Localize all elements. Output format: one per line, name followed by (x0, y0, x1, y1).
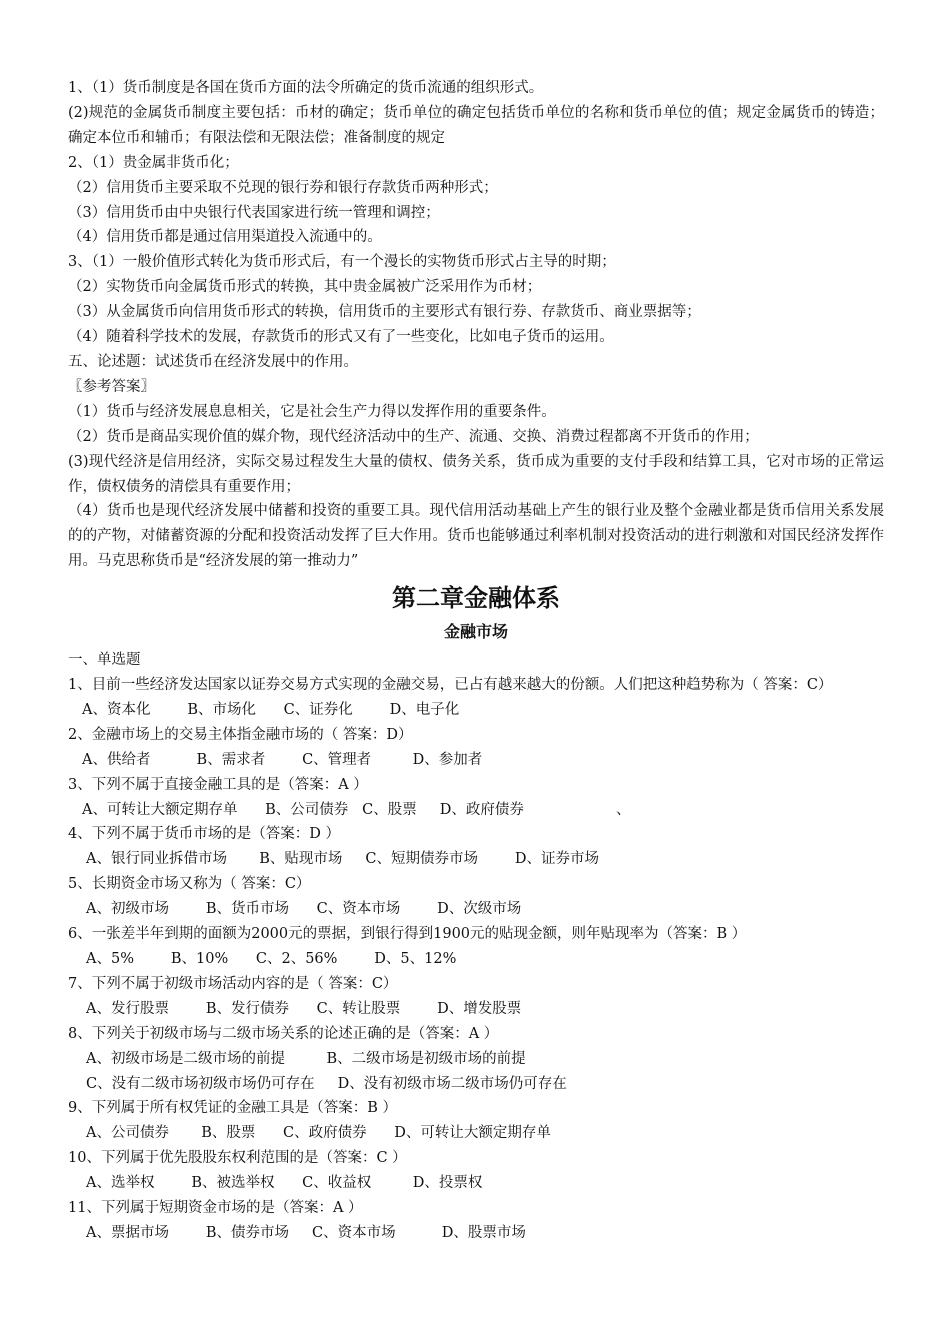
text-line: （4）随着科学技术的发展，存款货币的形式又有了一些变化，比如电子货币的运用。 (68, 329, 614, 346)
question-options: A、初级市场 B、货币市场 C、资本市场 D、次级市场 (86, 901, 522, 918)
question: 5、长期资金市场又称为（ 答案：C） (68, 876, 311, 893)
question-options: C、没有二级市场初级市场仍可存在 D、没有初级市场二级市场仍可存在 (86, 1075, 567, 1092)
question-options: A、票据市场 B、债券市场 C、资本市场 D、股票市场 (86, 1224, 526, 1241)
text-line: （3）从金属货币向信用货币形式的转换，信用货币的主要形式有银行券、存款货币、商业票据等； (68, 304, 701, 321)
question: 11、下列属于短期资金市场的是（答案：A ） (68, 1200, 363, 1217)
text-line: （2）实物货币向金属货币形式的转换，其中贵金属被广泛采用作为币材； (68, 279, 542, 296)
question: 6、一张差半年到期的面额为2000元的票据，到银行得到1900元的贴现金额，则年贴现率为（答案：B ） (68, 926, 747, 943)
question: 10、下列属于优先股股东权利范围的是（答案：C ） (68, 1150, 407, 1167)
question-options: A、资本化 B、市场化 C、证券化 D、电子化 (82, 701, 460, 718)
text-line: （2）信用货币主要采取不兑现的银行券和银行存款货币两种形式； (68, 179, 498, 196)
text-paragraph: (3)现代经济是信用经济，实际交易过程发生大量的债权、债务关系，货币成为重要的支付手段和结算工具，它对市场的正常运作，债权债务的清偿具有重要作用； (68, 453, 884, 495)
question-options: A、初级市场是二级市场的前提 B、二级市场是初级市场的前提 (86, 1050, 526, 1067)
section-title: 金融市场 (443, 622, 508, 642)
text-line: （4）信用货币都是通过信用渠道投入流通中的。 (68, 229, 382, 246)
question: 9、下列属于所有权凭证的金融工具是（答案：B ） (68, 1100, 397, 1117)
question: 8、下列关于初级市场与二级市场关系的论述正确的是（答案：A ） (68, 1025, 499, 1042)
question-options: A、供给者 B、需求者 C、管理者 D、参加者 (82, 751, 483, 768)
question-options: A、选举权 B、被选举权 C、收益权 D、投票权 (86, 1175, 483, 1192)
question: 1、目前一些经济发达国家以证券交易方式实现的金融交易，已占有越来越大的份额。人们把这种趋势称为（ 答案：C） (68, 677, 833, 694)
text-line: （1）货币与经济发展息息相关，它是社会生产力得以发挥作用的重要条件。 (68, 403, 556, 420)
question: 2、金融市场上的交易主体指金融市场的（ 答案：D） (68, 726, 413, 743)
question: 3、下列不属于直接金融工具的是（答案：A ） (68, 776, 368, 793)
question: 4、下列不属于货币市场的是（答案：D ） (68, 826, 340, 843)
text-paragraph: （4）货币也是现代经济发展中储蓄和投资的重要工具。现代信用活动基础上产生的银行业及整个金融业都是货币信用关系发展的的产物，对储蓄资源的分配和投资活动发挥了巨大作用。货币也能够通过利率机制对投资活动的进行刺激和对国民经济发挥作用。马克思称货币是“经济发展的第一推动力” (68, 503, 884, 570)
text-paragraph: (2)规范的金属货币制度主要包括：币材的确定；货币单位的确定包括货币单位的名称和货币单位的值；规定金属货币的铸造；确定本位币和辅币；有限法偿和无限法偿；准备制度的规定 (68, 104, 884, 146)
question-options: A、发行股票 B、发行债券 C、转让股票 D、增发股票 (86, 1000, 522, 1017)
chapter-title: 第二章金融体系 (392, 584, 560, 613)
question-options: A、5% B、10% C、2、56% D、5、12% (86, 951, 457, 967)
text-line: （2）货币是商品实现价值的媒介物，现代经济活动中的生产、流通、交换、消费过程都离不开货币的作用； (68, 428, 759, 445)
question-options: A、公司债券 B、股票 C、政府债券 D、可转让大额定期存单 (86, 1125, 551, 1142)
text-line: （3）信用货币由中央银行代表国家进行统一管理和调控； (68, 204, 440, 221)
text-line: 3、（1）一般价值形式转化为货币形式后，有一个漫长的实物货币形式占主导的时期； (68, 254, 616, 271)
question-type-heading: 一、单选题 (68, 652, 141, 669)
question-options: A、可转让大额定期存单 B、公司债券 C、股票 D、政府债券 、 (82, 801, 631, 818)
text-line: 1、（1）货币制度是各国在货币方面的法令所确定的货币流通的组织形式。 (68, 80, 544, 96)
reference-answer-label: 〖参考答案〗 (68, 378, 155, 395)
question: 7、下列不属于初级市场活动内容的是（ 答案：C） (68, 975, 398, 992)
text-line: 2、（1）贵金属非货币化； (68, 154, 239, 171)
question-options: A、银行同业拆借市场 B、贴现市场 C、短期债券市场 D、证券市场 (86, 851, 600, 868)
essay-question: 五、论述题：试述货币在经济发展中的作用。 (68, 353, 358, 370)
